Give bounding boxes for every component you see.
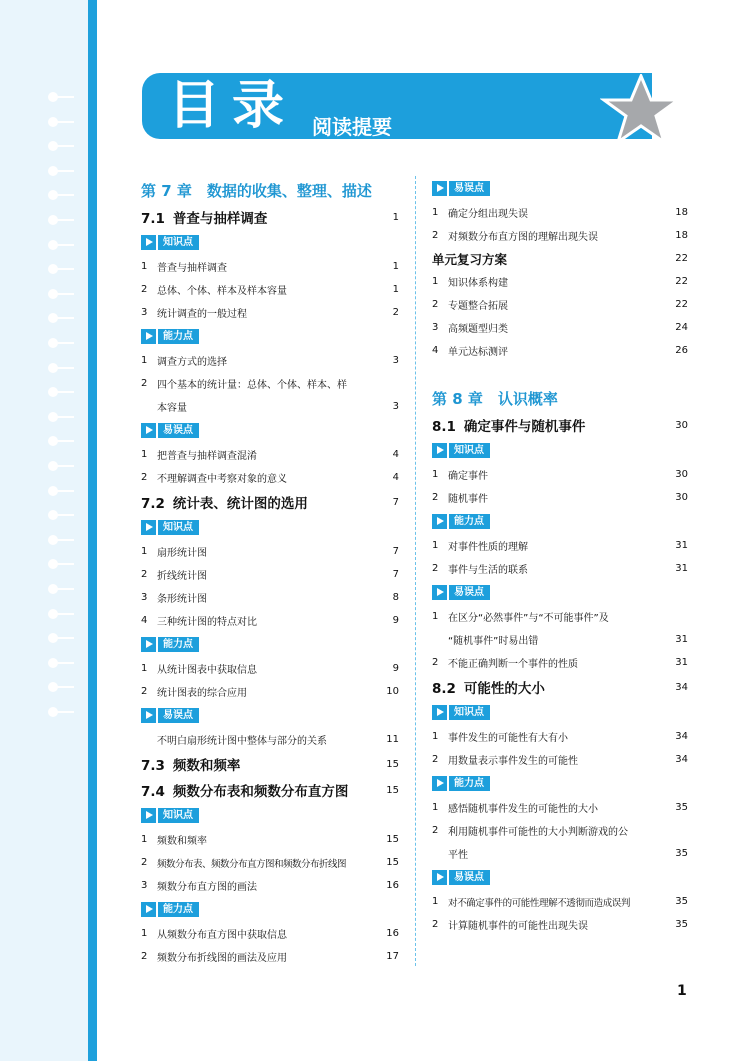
toc-item-continued[interactable]: 平性 35 <box>448 848 688 861</box>
mistake-badge: 易误点 <box>432 585 490 600</box>
binder-ring <box>56 514 74 516</box>
binder-ring <box>56 637 74 639</box>
play-triangle-icon <box>141 808 156 823</box>
binder-ring <box>56 465 74 467</box>
toc-item[interactable]: 2 对频数分布直方图的理解出现失误 18 <box>432 230 688 243</box>
play-triangle-icon <box>141 329 156 344</box>
toc-item[interactable]: 1 对不确定事件的可能性理解不透彻而造成误判 35 <box>432 896 688 909</box>
mistake-badge: 易误点 <box>432 181 490 196</box>
toc-item[interactable]: 3 频数分布直方图的画法 16 <box>141 880 399 893</box>
sidebar-stripe <box>88 0 97 1061</box>
toc-section[interactable] <box>141 204 399 230</box>
binder-ring <box>56 711 74 713</box>
toc-item[interactable]: 2 四个基本的统计量：总体、个体、样本、样 <box>141 378 347 391</box>
toc-item[interactable]: 1 在区分“必然事件”与“不可能事件”及 <box>432 611 609 624</box>
play-triangle-icon <box>432 705 447 720</box>
column-divider <box>415 176 416 966</box>
page-ref: 1 <box>392 211 399 223</box>
binder-ring <box>56 662 74 664</box>
binder-ring <box>56 268 74 270</box>
toc-item[interactable]: 2 用数量表示事件发生的可能性 34 <box>432 754 688 767</box>
knowledge-badge: 知识点 <box>141 808 199 823</box>
toc-item[interactable]: 2 专题整合拓展 22 <box>432 299 688 312</box>
toc-item[interactable]: 2 频数分布表、频数分布直方图和频数分布折线图 15 <box>141 857 399 870</box>
toc-review-heading[interactable]: 单元复习方案 22 <box>432 251 688 267</box>
play-triangle-icon <box>141 423 156 438</box>
binder-ring <box>56 145 74 147</box>
ability-badge: 能力点 <box>141 329 199 344</box>
sidebar-background <box>0 0 88 1061</box>
toc-item[interactable]: 2 统计图表的综合应用 10 <box>141 686 399 699</box>
toc-item[interactable]: 2 不理解调查中考察对象的意义 4 <box>141 472 399 485</box>
star-icon <box>600 74 682 144</box>
knowledge-badge: 知识点 <box>432 705 490 720</box>
toc-item[interactable]: 1 普查与抽样调查 1 <box>141 261 399 274</box>
knowledge-badge: 知识点 <box>141 235 199 250</box>
toc-item[interactable]: 1 频数和频率 15 <box>141 834 399 847</box>
play-triangle-icon <box>141 637 156 652</box>
mistake-badge: 易误点 <box>141 708 199 723</box>
binder-ring <box>56 170 74 172</box>
play-triangle-icon <box>141 235 156 250</box>
toc-right-column <box>432 176 688 936</box>
ability-badge: 能力点 <box>432 514 490 529</box>
toc-item[interactable]: 1 从频数分布直方图中获取信息 16 <box>141 928 399 941</box>
mistake-badge: 易误点 <box>432 870 490 885</box>
toc-item[interactable]: 2 总体、个体、样本及样本容量 1 <box>141 284 399 297</box>
play-triangle-icon <box>432 181 447 196</box>
play-triangle-icon <box>432 585 447 600</box>
play-triangle-icon <box>432 514 447 529</box>
binder-ring <box>56 96 74 98</box>
binder-ring <box>56 588 74 590</box>
toc-item[interactable]: 1 知识体系构建 22 <box>432 276 688 289</box>
knowledge-badge: 知识点 <box>432 443 490 458</box>
binder-ring <box>56 121 74 123</box>
binder-ring <box>56 244 74 246</box>
ability-badge: 能力点 <box>141 637 199 652</box>
binder-ring <box>56 342 74 344</box>
binder-ring <box>56 293 74 295</box>
page-number: 1 <box>677 983 687 999</box>
toc-item[interactable]: 1 从统计图表中获取信息 9 <box>141 663 399 676</box>
binder-ring <box>56 490 74 492</box>
toc-item[interactable]: 3 统计调查的一般过程 2 <box>141 307 399 320</box>
ability-badge: 能力点 <box>141 902 199 917</box>
binder-ring <box>56 391 74 393</box>
toc-section[interactable]: 8.2 可能性的大小 34 <box>432 681 688 697</box>
toc-left-column <box>141 176 399 968</box>
toc-section[interactable]: 7.2 统计表、统计图的选用 7 <box>141 496 399 512</box>
play-triangle-icon <box>432 776 447 791</box>
chapter-heading[interactable]: 第 8 章 认识概率 <box>432 390 558 408</box>
toc-item[interactable]: 不明白扇形统计图中整体与部分的关系 11 <box>157 734 399 747</box>
section-title: 普查与抽样调查 <box>172 211 268 227</box>
binder-ring <box>56 539 74 541</box>
section-number: 7.1 <box>141 211 165 227</box>
page-title: 目录 <box>168 76 297 136</box>
toc-item[interactable]: 2 事件与生活的联系 31 <box>432 563 688 576</box>
toc-section[interactable]: 7.4 频数分布表和频数分布直方图 15 <box>141 784 399 800</box>
play-triangle-icon <box>141 520 156 535</box>
binder-ring <box>56 440 74 442</box>
toc-item[interactable]: 1 对事件性质的理解 31 <box>432 540 688 553</box>
toc-item-continued[interactable]: 本容量 3 <box>157 401 399 414</box>
binder-ring <box>56 194 74 196</box>
binder-ring <box>56 367 74 369</box>
toc-item[interactable]: 1 把普查与抽样调查混淆 4 <box>141 449 399 462</box>
toc-item[interactable]: 1 调查方式的选择 3 <box>141 355 399 368</box>
toc-item[interactable]: 1 事件发生的可能性有大有小 34 <box>432 731 688 744</box>
toc-section[interactable]: 7.3 频数和频率 15 <box>141 758 399 774</box>
toc-item-continued[interactable]: “随机事件”时易出错 31 <box>448 634 688 647</box>
toc-item[interactable]: 2 频数分布折线图的画法及应用 17 <box>141 951 399 964</box>
knowledge-badge: 知识点 <box>141 520 199 535</box>
toc-item[interactable]: 2 折线统计图 7 <box>141 569 399 582</box>
binder-ring <box>56 416 74 418</box>
toc-item[interactable]: 3 条形统计图 8 <box>141 592 399 605</box>
ability-badge: 能力点 <box>432 776 490 791</box>
play-triangle-icon <box>432 870 447 885</box>
toc-item[interactable]: 1 确定分组出现失误 18 <box>432 207 688 220</box>
toc-item[interactable]: 3 高频题型归类 24 <box>432 322 688 335</box>
toc-item[interactable]: 4 三种统计图的特点对比 9 <box>141 615 399 628</box>
binder-ring <box>56 219 74 221</box>
toc-item[interactable]: 1 扇形统计图 7 <box>141 546 399 559</box>
page-subtitle: 阅读提要 <box>312 115 392 139</box>
toc-item[interactable]: 2 不能正确判断一个事件的性质 31 <box>432 657 688 670</box>
binder-ring <box>56 563 74 565</box>
chapter-heading[interactable]: 第 7 章 数据的收集、整理、描述 <box>141 182 372 200</box>
toc-item[interactable]: 1 感悟随机事件发生的可能性的大小 35 <box>432 802 688 815</box>
toc-item[interactable]: 2 计算随机事件的可能性出现失误 35 <box>432 919 688 932</box>
play-triangle-icon <box>141 708 156 723</box>
binder-ring <box>56 613 74 615</box>
mistake-badge: 易误点 <box>141 423 199 438</box>
toc-section[interactable]: 8.1 确定事件与随机事件 30 <box>432 419 688 435</box>
toc-item[interactable]: 1 确定事件 30 <box>432 469 688 482</box>
toc-item[interactable]: 2 随机事件 30 <box>432 492 688 505</box>
play-triangle-icon <box>432 443 447 458</box>
play-triangle-icon <box>141 902 156 917</box>
toc-item[interactable]: 4 单元达标测评 26 <box>432 345 688 358</box>
binder-ring <box>56 317 74 319</box>
binder-ring <box>56 686 74 688</box>
toc-item[interactable]: 2 利用随机事件可能性的大小判断游戏的公 <box>432 825 628 838</box>
